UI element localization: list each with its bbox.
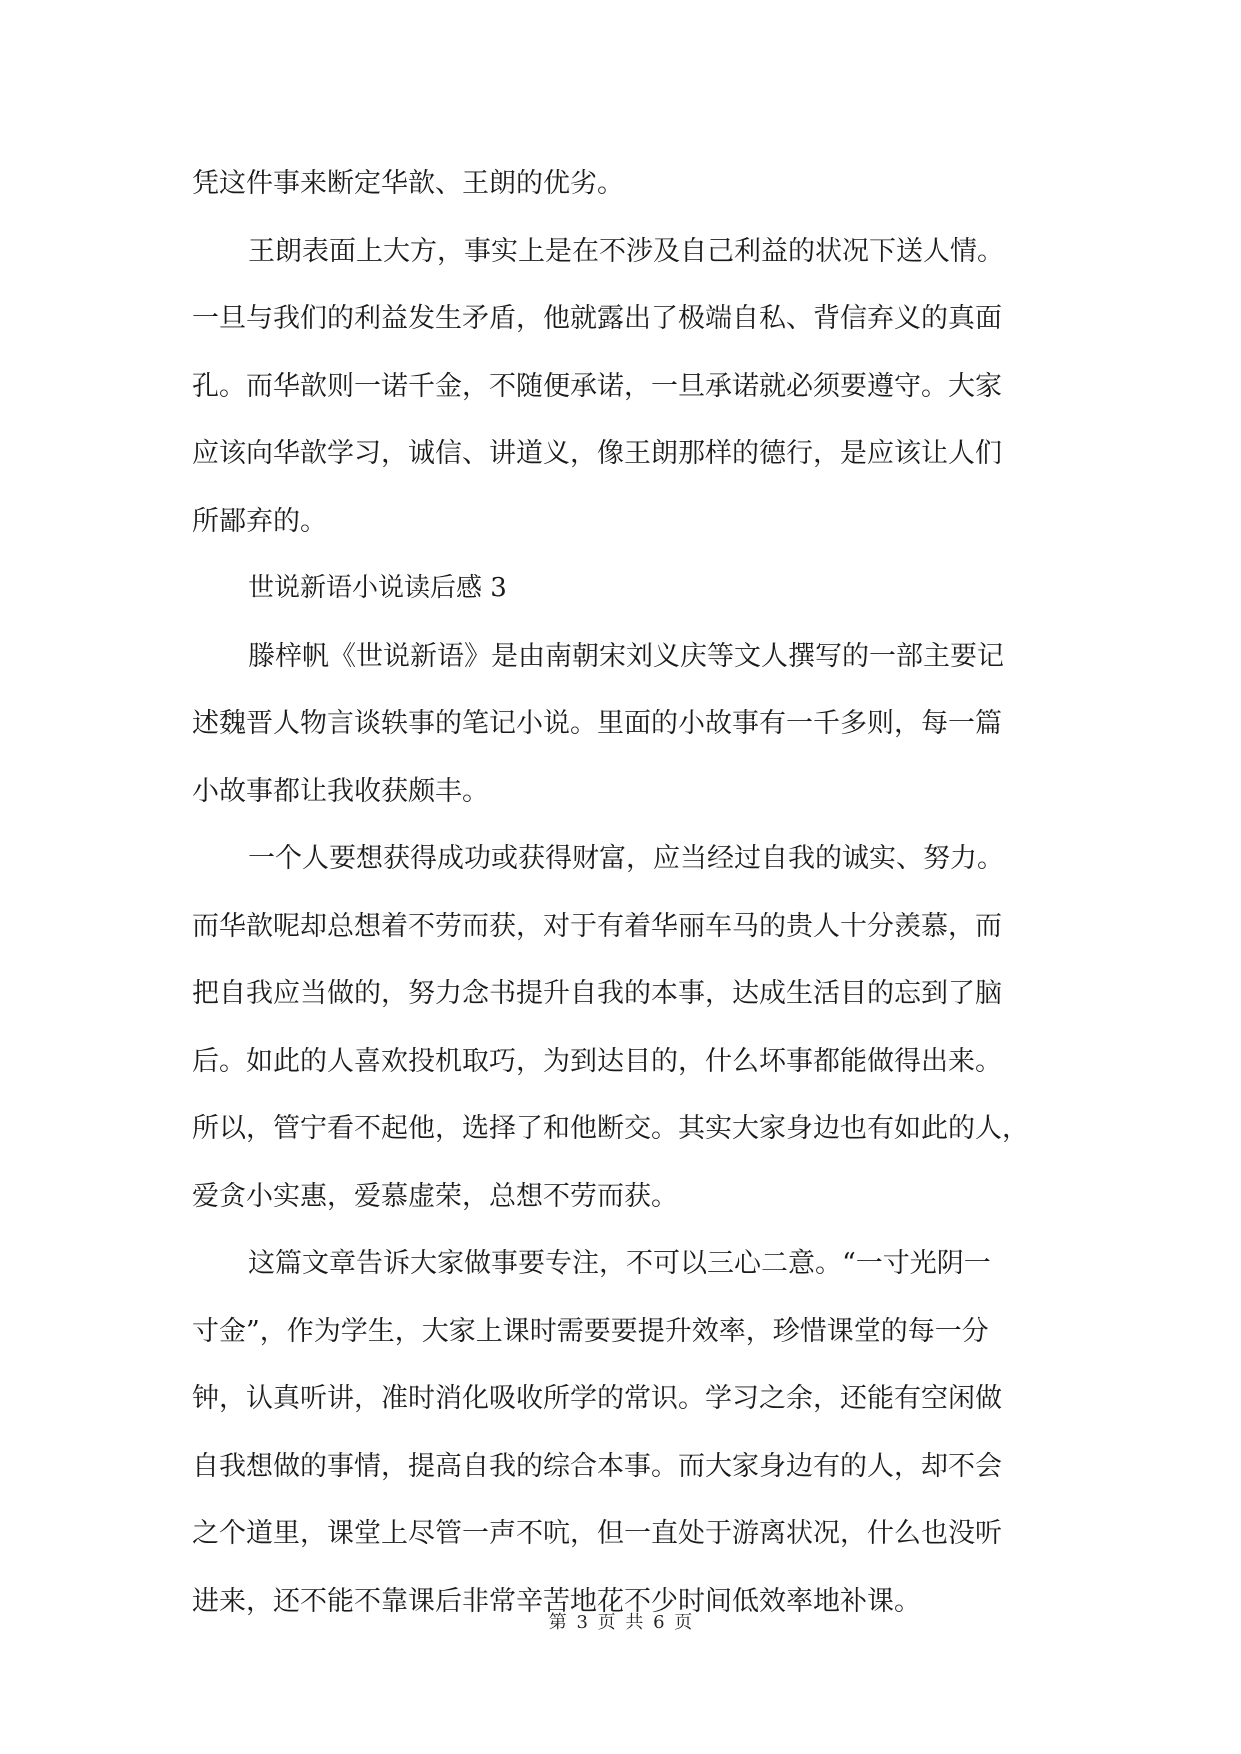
text-line: 凭这件事来断定华歆、王朗的优劣。 xyxy=(192,168,624,199)
text-line: 孔。而华歆则一诺千金，不随便承诺，一旦承诺就必须要遵守。大家 xyxy=(192,370,1002,402)
text-line: 进来，还不能不靠课后非常辛苦地花不少时间低效率地补课。 xyxy=(192,1585,921,1617)
text-line: 滕梓帆《世说新语》是由南朝宋刘义庆等文人撰写的一部主要记 xyxy=(248,640,1004,672)
section-heading: 世说新语小说读后感 3 xyxy=(248,573,507,603)
text-line: 述魏晋人物言谈轶事的笔记小说。里面的小故事有一千多则，每一篇 xyxy=(192,708,1002,739)
text-line: 之个道里，课堂上尽管一声不吭，但一直处于游离状况，什么也没听 xyxy=(192,1518,1002,1549)
text-line: 王朗表面上大方，事实上是在不涉及自己利益的状况下送人情。 xyxy=(248,235,1004,267)
text-line: 小故事都让我收获颇丰。 xyxy=(192,775,489,807)
text-line: 一旦与我们的利益发生矛盾，他就露出了极端自私、背信弃义的真面 xyxy=(192,303,1002,334)
text-line: 把自我应当做的，努力念书提升自我的本事，达成生活目的忘到了脑 xyxy=(192,978,1002,1009)
text-line: 应该向华歆学习，诚信、讲道义，像王朗那样的德行，是应该让人们 xyxy=(192,438,1002,469)
footer-current-page: 3 xyxy=(576,1612,588,1633)
text-line: 后。如此的人喜欢投机取巧，为到达目的，什么坏事都能做得出来。 xyxy=(192,1045,1002,1077)
text-line: 寸金”，作为学生，大家上课时需要要提升效率，珍惜课堂的每一分 xyxy=(192,1315,989,1347)
footer-suffix: 页 xyxy=(674,1612,693,1633)
footer-total-prefix: 共 xyxy=(625,1612,644,1633)
text-line: 而华歆呢却总想着不劳而获，对于有着华丽车马的贵人十分羡慕，而 xyxy=(192,910,1002,942)
page-footer xyxy=(0,1608,1241,1634)
footer-total-pages: 6 xyxy=(653,1612,665,1633)
text-line: 所以，管宁看不起他，选择了和他断交。其实大家身边也有如此的人， xyxy=(192,1113,1029,1144)
footer-prefix: 第 xyxy=(548,1612,567,1633)
text-line: 这篇文章告诉大家做事要专注，不可以三心二意。“一寸光阴一 xyxy=(248,1248,991,1279)
text-line: 爱贪小实惠，爱慕虚荣，总想不劳而获。 xyxy=(192,1180,678,1212)
text-line: 自我想做的事情，提高自我的综合本事。而大家身边有的人，却不会 xyxy=(192,1450,1002,1482)
text-line: 所鄙弃的。 xyxy=(192,505,327,537)
document-body xyxy=(192,150,1062,1635)
text-line: 钟，认真听讲，准时消化吸收所学的常识。学习之余，还能有空闲做 xyxy=(192,1383,1002,1414)
footer-page-word: 页 xyxy=(597,1612,616,1633)
text-line: 一个人要想获得成功或获得财富，应当经过自我的诚实、努力。 xyxy=(248,843,1004,874)
